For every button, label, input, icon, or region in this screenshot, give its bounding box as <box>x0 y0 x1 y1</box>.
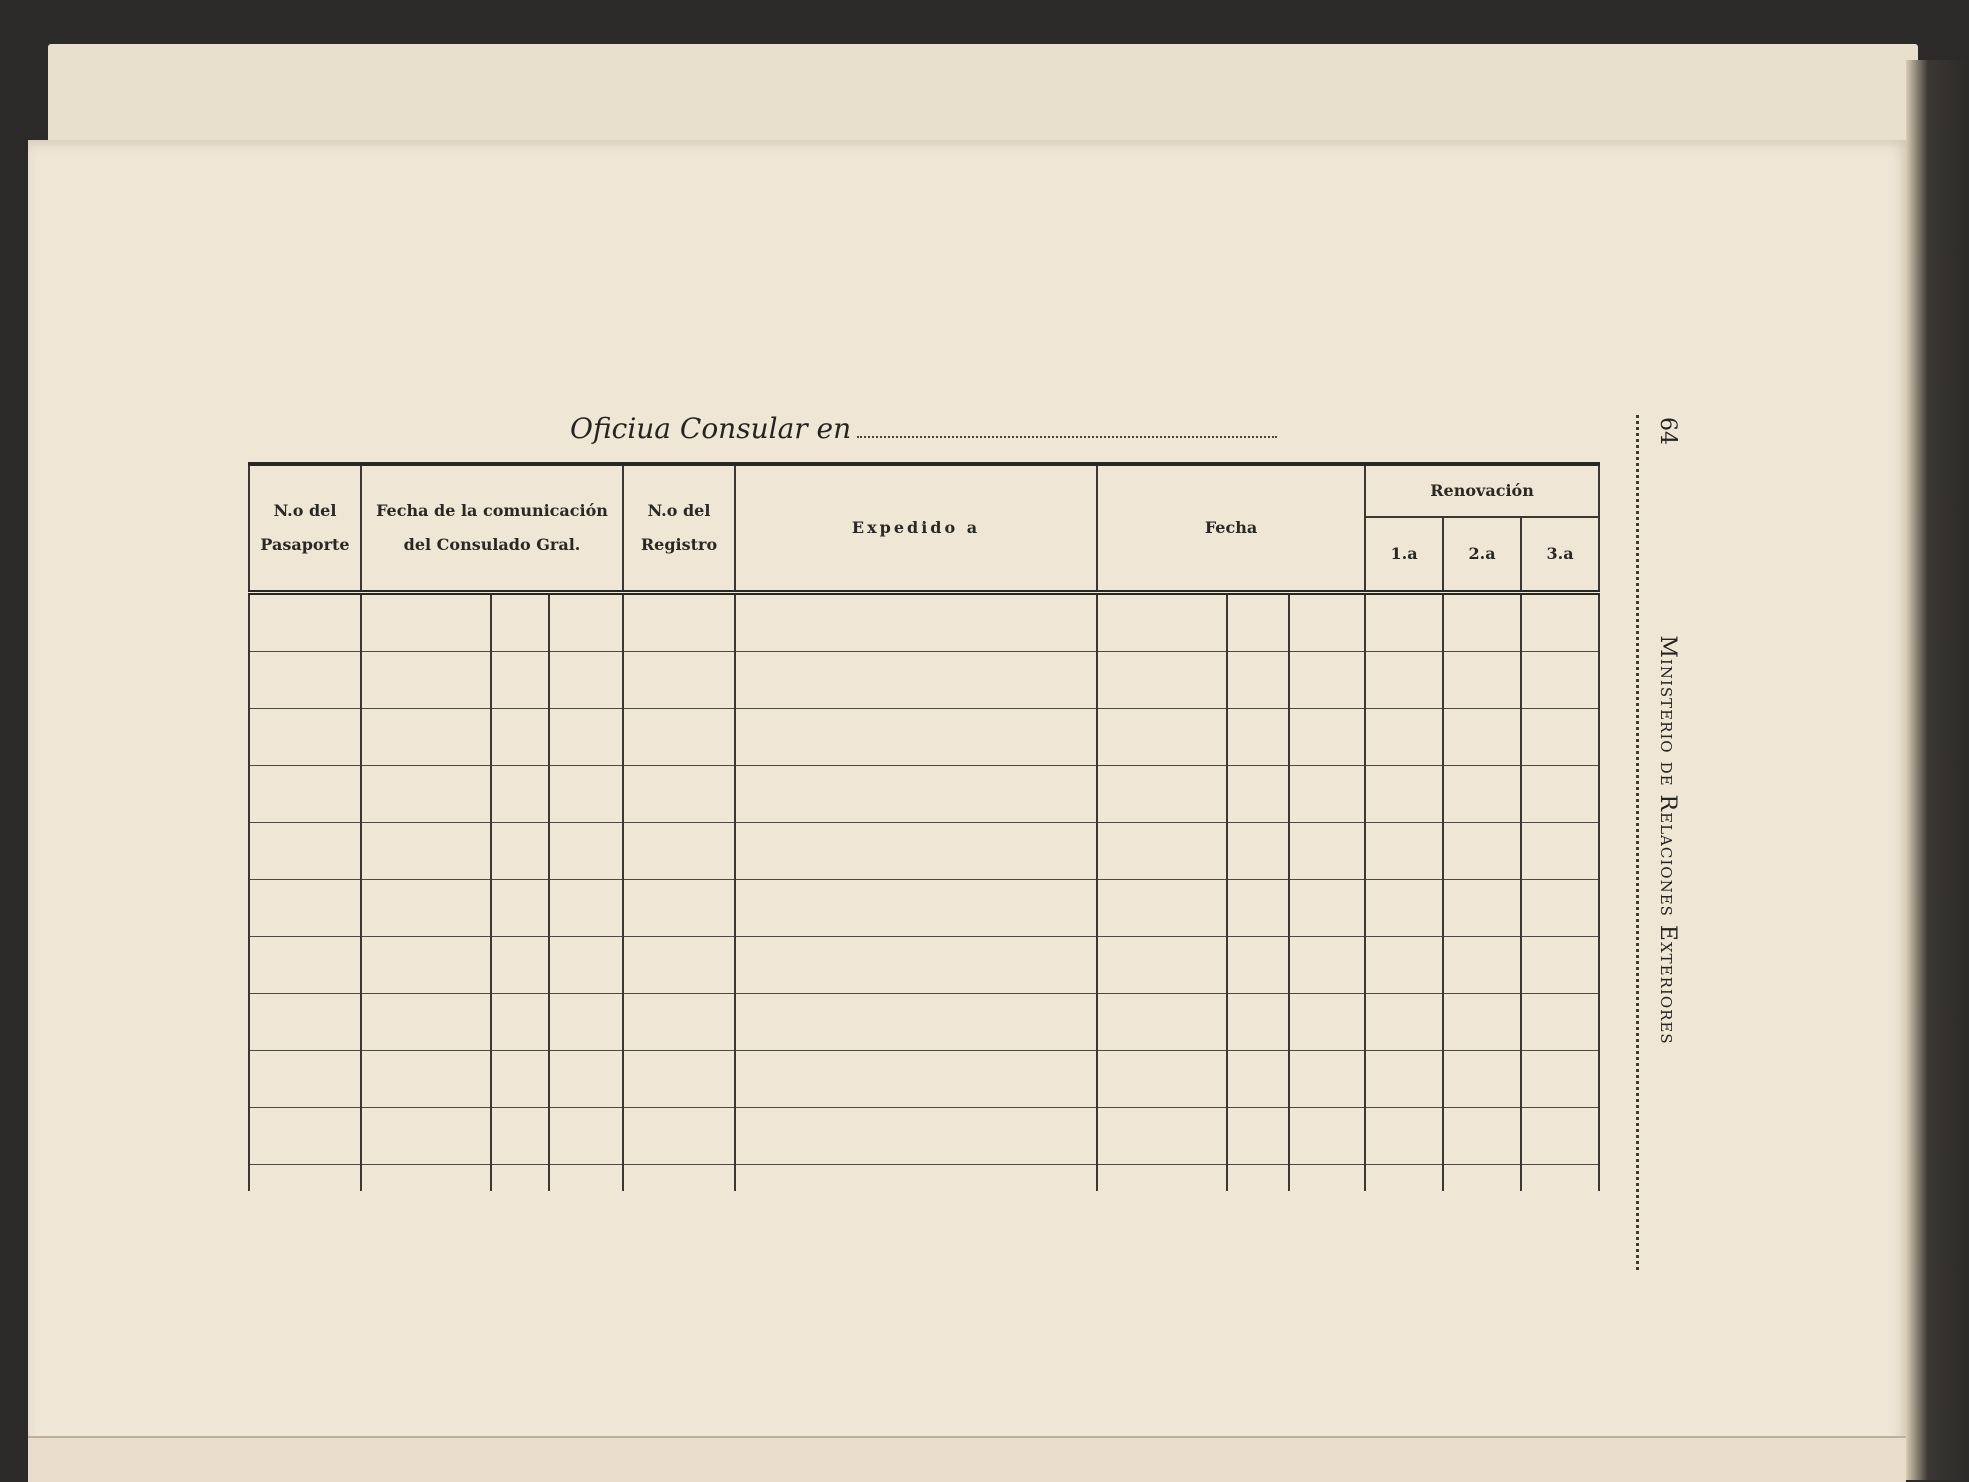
blank-cell <box>1443 766 1521 823</box>
page-bottom-edge <box>28 1436 1906 1482</box>
blank-cell <box>735 709 1097 766</box>
page-number: 64 <box>1655 417 1680 445</box>
blank-cell <box>1521 1165 1599 1192</box>
blank-cell <box>1443 652 1521 709</box>
blank-cell <box>735 1165 1097 1192</box>
header-pasaporte: N.o del Pasaporte <box>249 464 361 593</box>
blank-cell <box>623 652 735 709</box>
header-renovacion-1: 1.a <box>1365 517 1443 593</box>
blank-cell <box>549 709 623 766</box>
blank-cell <box>361 593 491 652</box>
blank-cell <box>1227 593 1289 652</box>
blank-cell <box>361 1108 491 1165</box>
blank-cell <box>623 880 735 937</box>
blank-row <box>249 766 1599 823</box>
blank-cell <box>249 709 361 766</box>
blank-cell <box>1521 1108 1599 1165</box>
blank-cell <box>1365 937 1443 994</box>
register-table <box>248 462 1600 1191</box>
blank-cell <box>361 1165 491 1192</box>
blank-cell <box>1443 1165 1521 1192</box>
blank-cell <box>735 823 1097 880</box>
blank-cell <box>1521 880 1599 937</box>
blank-row <box>249 652 1599 709</box>
blank-cell <box>1443 880 1521 937</box>
blank-cell <box>1227 937 1289 994</box>
blank-row <box>249 937 1599 994</box>
blank-cell <box>1227 652 1289 709</box>
blank-cell <box>549 1165 623 1192</box>
page-stack <box>48 44 1918 154</box>
blank-cell <box>249 1165 361 1192</box>
blank-cell <box>623 937 735 994</box>
blank-cell <box>1521 709 1599 766</box>
blank-cell <box>1443 937 1521 994</box>
blank-cell <box>1289 652 1365 709</box>
blank-cell <box>1097 1165 1227 1192</box>
blank-cell <box>491 1051 549 1108</box>
blank-cell <box>491 1108 549 1165</box>
blank-cell <box>1097 766 1227 823</box>
form-title-text: Oficiua Consular en <box>570 412 852 445</box>
blank-cell <box>1365 652 1443 709</box>
blank-row <box>249 994 1599 1051</box>
header-expedido: Expedido a <box>735 464 1097 593</box>
header-registro: N.o del Registro <box>623 464 735 593</box>
blank-cell <box>491 1165 549 1192</box>
header-renovacion-3: 3.a <box>1521 517 1599 593</box>
blank-cell <box>549 823 623 880</box>
blank-cell <box>1097 709 1227 766</box>
blank-cell <box>1289 1108 1365 1165</box>
blank-cell <box>623 1108 735 1165</box>
book-spine <box>1906 60 1969 1480</box>
blank-cell <box>361 994 491 1051</box>
blank-row <box>249 709 1599 766</box>
blank-cell <box>623 593 735 652</box>
blank-row <box>249 1051 1599 1108</box>
blank-row <box>249 880 1599 937</box>
blank-cell <box>1365 1165 1443 1192</box>
blank-cell <box>361 880 491 937</box>
header-fecha: Fecha <box>1097 464 1365 593</box>
header-renovacion: Renovación <box>1365 464 1599 517</box>
blank-cell <box>735 994 1097 1051</box>
blank-cell <box>1443 994 1521 1051</box>
blank-cell <box>1365 593 1443 652</box>
blank-cell <box>491 994 549 1051</box>
blank-cell <box>623 709 735 766</box>
blank-cell <box>491 880 549 937</box>
blank-cell <box>1289 593 1365 652</box>
header-fecha-comunicacion: Fecha de la comunicación del Consulado Gral. <box>361 464 623 593</box>
blank-cell <box>549 937 623 994</box>
blank-cell <box>491 593 549 652</box>
blank-cell <box>361 937 491 994</box>
blank-cell <box>1227 994 1289 1051</box>
margin-dotted-rule <box>1636 415 1639 1270</box>
blank-cell <box>361 823 491 880</box>
blank-cell <box>735 593 1097 652</box>
blank-cell <box>249 766 361 823</box>
blank-cell <box>1365 709 1443 766</box>
blank-cell <box>1365 880 1443 937</box>
blank-cell <box>1289 994 1365 1051</box>
blank-cell <box>1097 652 1227 709</box>
blank-cell <box>491 766 549 823</box>
register-table-container <box>248 462 1598 1274</box>
blank-cell <box>735 1051 1097 1108</box>
blank-cell <box>1443 1051 1521 1108</box>
blank-cell <box>735 652 1097 709</box>
blank-row <box>249 823 1599 880</box>
blank-cell <box>549 994 623 1051</box>
blank-cell <box>1443 1108 1521 1165</box>
blank-cell <box>1365 1108 1443 1165</box>
blank-cell <box>1227 766 1289 823</box>
blank-cell <box>1365 994 1443 1051</box>
blank-cell <box>1521 652 1599 709</box>
blank-cell <box>1521 994 1599 1051</box>
blank-cell <box>549 766 623 823</box>
blank-cell <box>549 652 623 709</box>
blank-cell <box>1443 593 1521 652</box>
blank-row <box>249 593 1599 652</box>
blank-cell <box>361 766 491 823</box>
blank-cell <box>361 709 491 766</box>
blank-cell <box>1227 709 1289 766</box>
blank-cell <box>1227 1108 1289 1165</box>
blank-cell <box>249 937 361 994</box>
blank-cell <box>1365 766 1443 823</box>
blank-cell <box>1521 593 1599 652</box>
blank-cell <box>1289 823 1365 880</box>
blank-row <box>249 1165 1599 1192</box>
blank-row <box>249 1108 1599 1165</box>
blank-cell <box>735 937 1097 994</box>
blank-cell <box>1227 1051 1289 1108</box>
blank-cell <box>1227 880 1289 937</box>
blank-cell <box>623 1165 735 1192</box>
blank-cell <box>623 994 735 1051</box>
blank-fill-line <box>857 414 1277 438</box>
blank-cell <box>1227 1165 1289 1192</box>
blank-cell <box>1521 766 1599 823</box>
blank-cell <box>491 652 549 709</box>
blank-cell <box>1365 823 1443 880</box>
blank-cell <box>623 1051 735 1108</box>
blank-cell <box>549 1108 623 1165</box>
blank-cell <box>735 1108 1097 1165</box>
blank-cell <box>361 1051 491 1108</box>
register-table-body <box>249 593 1599 1192</box>
blank-cell <box>1289 1165 1365 1192</box>
blank-cell <box>249 880 361 937</box>
blank-cell <box>249 593 361 652</box>
blank-cell <box>491 937 549 994</box>
blank-cell <box>1443 709 1521 766</box>
blank-cell <box>1521 937 1599 994</box>
blank-cell <box>1097 1108 1227 1165</box>
blank-cell <box>1521 823 1599 880</box>
blank-cell <box>1521 1051 1599 1108</box>
blank-cell <box>623 823 735 880</box>
blank-cell <box>249 1051 361 1108</box>
blank-cell <box>249 823 361 880</box>
blank-cell <box>1289 1051 1365 1108</box>
blank-cell <box>1289 937 1365 994</box>
form-title <box>570 412 1250 454</box>
header-renovacion-2: 2.a <box>1443 517 1521 593</box>
blank-cell <box>491 709 549 766</box>
blank-cell <box>361 652 491 709</box>
blank-cell <box>735 880 1097 937</box>
blank-cell <box>1097 1051 1227 1108</box>
blank-cell <box>1097 823 1227 880</box>
blank-cell <box>1227 823 1289 880</box>
blank-cell <box>1097 994 1227 1051</box>
blank-cell <box>249 1108 361 1165</box>
blank-cell <box>549 593 623 652</box>
blank-cell <box>1443 823 1521 880</box>
blank-cell <box>1289 709 1365 766</box>
blank-cell <box>623 766 735 823</box>
blank-cell <box>1289 880 1365 937</box>
blank-cell <box>549 1051 623 1108</box>
blank-cell <box>1289 766 1365 823</box>
running-head: Ministerio de Relaciones Exteriores <box>1655 635 1680 1045</box>
blank-cell <box>549 880 623 937</box>
blank-cell <box>1365 1051 1443 1108</box>
blank-cell <box>491 823 549 880</box>
blank-cell <box>1097 937 1227 994</box>
blank-cell <box>249 994 361 1051</box>
blank-cell <box>1097 880 1227 937</box>
blank-cell <box>249 652 361 709</box>
blank-cell <box>735 766 1097 823</box>
blank-cell <box>1097 593 1227 652</box>
